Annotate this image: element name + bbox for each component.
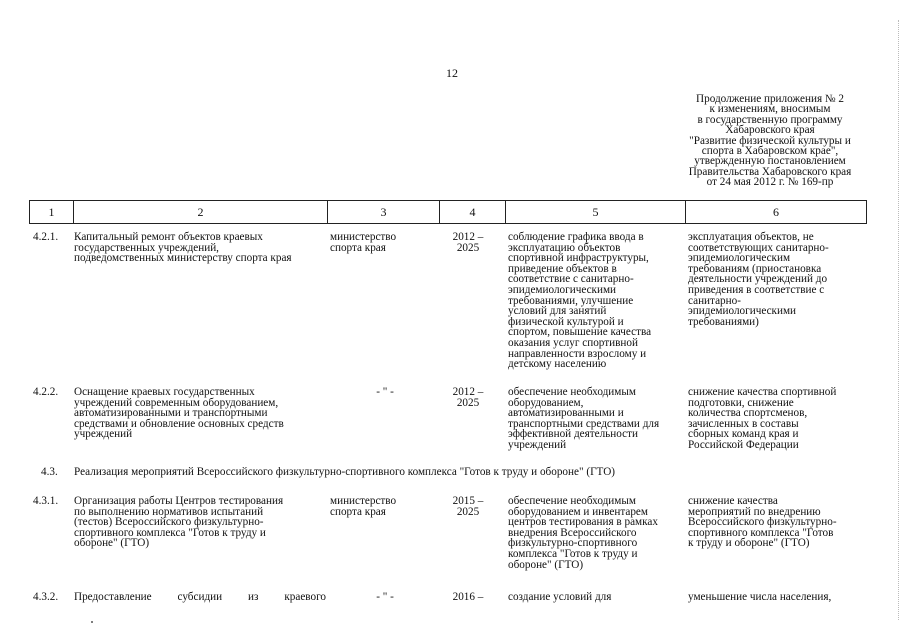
scan-speck	[91, 621, 93, 623]
appendix-note-line: "Развитие физической культуры и	[689, 134, 851, 147]
appendix-note-line: Правительства Хабаровского края	[688, 165, 852, 178]
measure-name: Капитальный ремонт объектов краевых государственных учреждений, подведомственных министерству спорта края	[74, 231, 292, 265]
consequence: уменьшение числа населения,	[688, 591, 832, 603]
executor: - " -	[376, 386, 394, 398]
column-header-5: 5	[506, 201, 686, 223]
consequence: снижение качества спортивной подготовки, снижение количества спортсменов, зачисленных в составы сборных команд края и Российской Федерации	[688, 386, 837, 451]
consequence: снижение качества мероприятий по внедрению Всероссийского физкультурно- спортивного комплекса "Готов к труду и обороне" (ГТО)	[688, 495, 837, 550]
expected-result: создание условий для	[508, 591, 612, 603]
page-edge-dots	[898, 20, 900, 620]
appendix-note-line: спорта в Хабаровском крае",	[701, 145, 839, 158]
executor: министерство спорта края	[330, 495, 397, 518]
column-header-3: 3	[328, 201, 440, 223]
expected-result: обеспечение необходимым оборудованием и инвентарем центров тестирования в рамках внедрения Всероссийского физкультурно-спортивного комплекса "Готов к труду и обороне" (ГТО)	[508, 495, 658, 571]
period: 2012 – 2025	[452, 386, 484, 409]
executor: министерство спорта края	[330, 231, 397, 254]
column-header-1: 1	[30, 201, 74, 223]
table-header	[29, 200, 867, 224]
row-number: 4.3.1.	[33, 495, 59, 507]
column-header-6: 6	[773, 205, 779, 219]
measure-name: Предоставление субсидии из краевого	[74, 591, 326, 603]
appendix-note-line: утвержденную постановлением	[694, 155, 846, 168]
appendix-note-line: Хабаровского края	[725, 124, 815, 137]
period: 2015 – 2025	[452, 495, 484, 518]
row-number: 4.2.1.	[33, 231, 59, 243]
row-number: 4.2.2.	[33, 386, 59, 398]
period: 2016 –	[452, 591, 484, 603]
appendix-note-line: Продолжение приложения № 2	[696, 93, 844, 105]
appendix-note-line: от 24 мая 2012 г. № 169-пр	[706, 176, 834, 189]
appendix-note	[660, 94, 880, 188]
page-number: 12	[446, 66, 458, 80]
period: 2012 – 2025	[452, 231, 484, 254]
column-header-4: 4	[440, 201, 506, 223]
section-title: Реализация мероприятий Всероссийского физкультурно-спортивного комплекса "Готов к труду и обороне" (ГТО)	[74, 466, 616, 478]
appendix-note-line: к изменениям, вносимым	[709, 103, 831, 116]
measure-name: Организация работы Центров тестирования по выполнению нормативов испытаний (тестов) Всероссийского физкультурно- спортивного комплекса "Готов к труду и обороне" (ГТО)	[74, 495, 284, 550]
section-number: 4.3.	[41, 466, 58, 478]
executor: - " -	[376, 591, 394, 603]
row-number: 4.3.2.	[33, 591, 59, 603]
expected-result: соблюдение графика ввода в эксплуатацию объектов спортивной инфраструктуры, приведение объектов в соответствие с санитарно- эпидемиологическими требованиями, улучшение условий для занятий физической культурой и спортом, повышение качества оказания услуг спортивной направленности взрослому и детскому населению	[508, 231, 652, 371]
consequence: эксплуатация объектов, не соответствующих санитарно- эпидемиологическим требованиям (приостановка деятельности учреждений до приведения в соответствие с санитарно- эпидемиологическими требованиями)	[688, 231, 829, 328]
measure-name: Оснащение краевых государственных учреждений современным оборудованием, автоматизированными и транспортными средствами и обновление основных средств учреждений	[74, 386, 284, 441]
appendix-note-line: в государственную программу	[697, 113, 843, 126]
expected-result: обеспечение необходимым оборудованием, автоматизированными и транспортными средствами для эффективной деятельности учреждений	[508, 386, 660, 451]
column-header-2: 2	[74, 201, 328, 223]
